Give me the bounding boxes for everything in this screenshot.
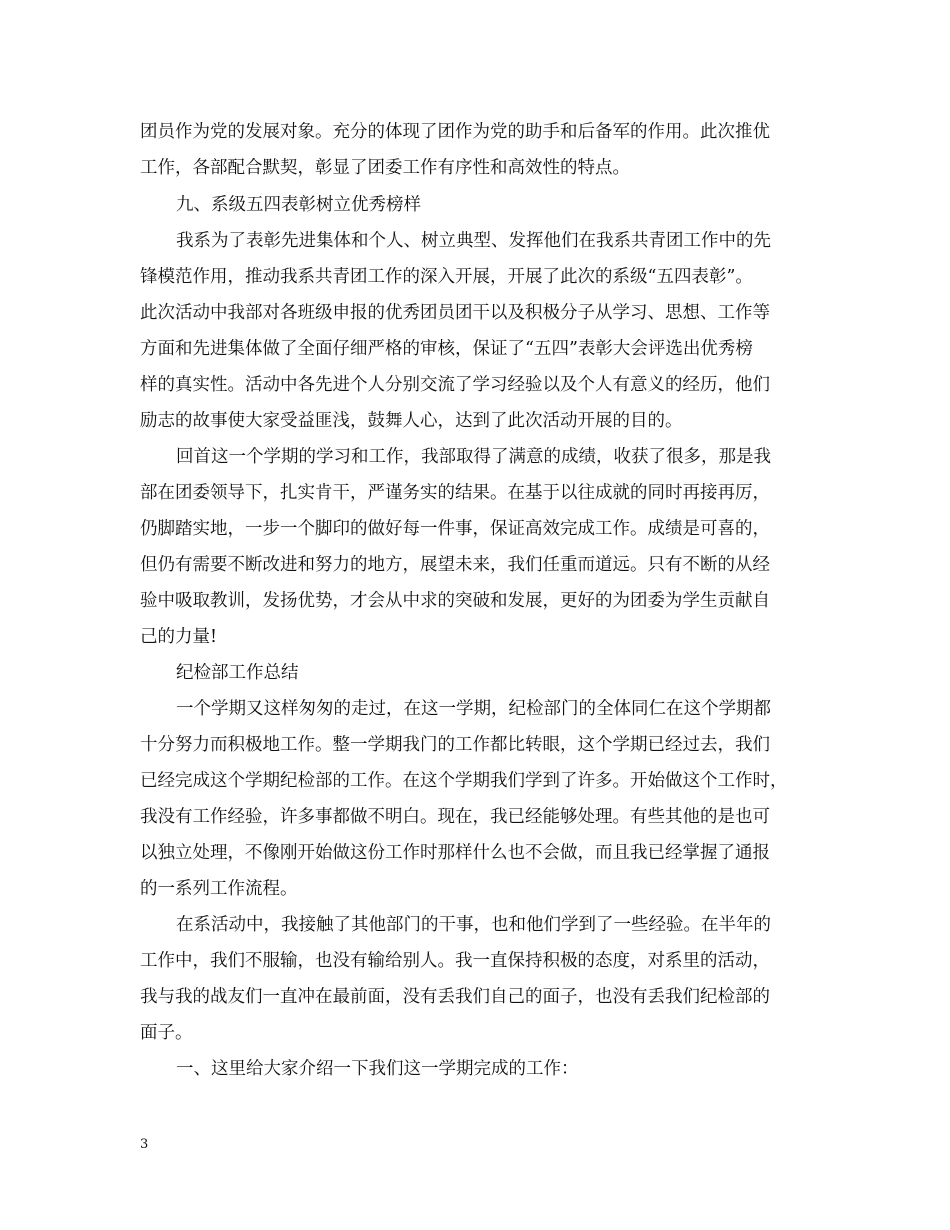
body-text-line: 但仍有需要不断改进和努力的地方，展望未来，我们任重而道远。只有不断的从经 bbox=[140, 555, 770, 575]
body-text-line: 回首这一个学期的学习和工作，我部取得了满意的成绩，收获了很多，那是我 bbox=[176, 447, 771, 467]
section-heading: 纪检部工作总结 bbox=[176, 663, 299, 683]
body-text-line: 此次活动中我部对各班级申报的优秀团员团干以及积极分子从学习、思想、工作等 bbox=[140, 303, 770, 323]
body-text-line: 样的真实性。活动中各先进个人分别交流了学习经验以及个人有意义的经历，他们 bbox=[140, 375, 770, 395]
body-text-line: 一个学期又这样匆匆的走过，在这一学期，纪检部门的全体同仁在这个学期都 bbox=[176, 699, 771, 719]
body-text-line: 我与我的战友们一直冲在最前面，没有丢我们自己的面子，也没有丢我们纪检部的 bbox=[140, 987, 770, 1007]
body-text-line: 在系活动中，我接触了其他部门的干事，也和他们学到了一些经验。在半年的 bbox=[176, 915, 771, 935]
body-text-line: 的一系列工作流程。 bbox=[140, 879, 298, 899]
body-text-line: 励志的故事使大家受益匪浅，鼓舞人心，达到了此次活动开展的目的。 bbox=[140, 411, 683, 431]
body-text-line: 十分努力而积极地工作。整一学期我门的工作都比转眼，这个学期已经过去，我们 bbox=[140, 735, 770, 755]
body-text-line: 锋模范作用，推动我系共青团工作的深入开展，开展了此次的系级“五四表彰”。 bbox=[140, 267, 753, 287]
body-text-line: 仍脚踏实地，一步一个脚印的做好每一件事，保证高效完成工作。成绩是可喜的， bbox=[140, 519, 770, 539]
body-text-line: 己的力量! bbox=[140, 627, 218, 647]
section-heading: 九、系级五四表彰树立优秀榜样 bbox=[176, 195, 421, 215]
body-text-line: 工作中，我们不服输，也没有输给别人。我一直保持积极的态度，对系里的活动， bbox=[140, 951, 770, 971]
body-text-line: 工作，各部配合默契，彰显了团委工作有序性和高效性的特点。 bbox=[140, 158, 630, 178]
body-text-line: 我系为了表彰先进集体和个人、树立典型、发挥他们在我系共青团工作中的先 bbox=[176, 231, 771, 251]
body-text-line: 团员作为党的发展对象。充分的体现了团作为党的助手和后备军的作用。此次推优 bbox=[140, 122, 770, 142]
body-text-line: 以独立处理，不像刚开始做这份工作时那样什么也不会做，而且我已经掌握了通报 bbox=[140, 843, 770, 863]
body-text-line: 部在团委领导下，扎实肯干，严谨务实的结果。在基于以往成就的同时再接再厉， bbox=[140, 483, 770, 503]
body-text-line: 已经完成这个学期纪检部的工作。在这个学期我们学到了许多。开始做这个工作时， bbox=[140, 771, 788, 791]
body-text-line: 我没有工作经验，许多事都做不明白。现在，我已经能够处理。有些其他的是也可 bbox=[140, 807, 770, 827]
body-text-line: 面子。 bbox=[140, 1023, 193, 1043]
page-number: 3 bbox=[140, 1137, 149, 1152]
body-text-line: 方面和先进集体做了全面仔细严格的审核，保证了“五四”表彰大会评选出优秀榜 bbox=[140, 339, 753, 359]
body-text-line: 验中吸取教训，发扬优势，才会从中求的突破和发展，更好的为团委为学生贡献自 bbox=[140, 591, 770, 611]
body-text-line: 一、这里给大家介绍一下我们这一学期完成的工作： bbox=[176, 1059, 579, 1079]
